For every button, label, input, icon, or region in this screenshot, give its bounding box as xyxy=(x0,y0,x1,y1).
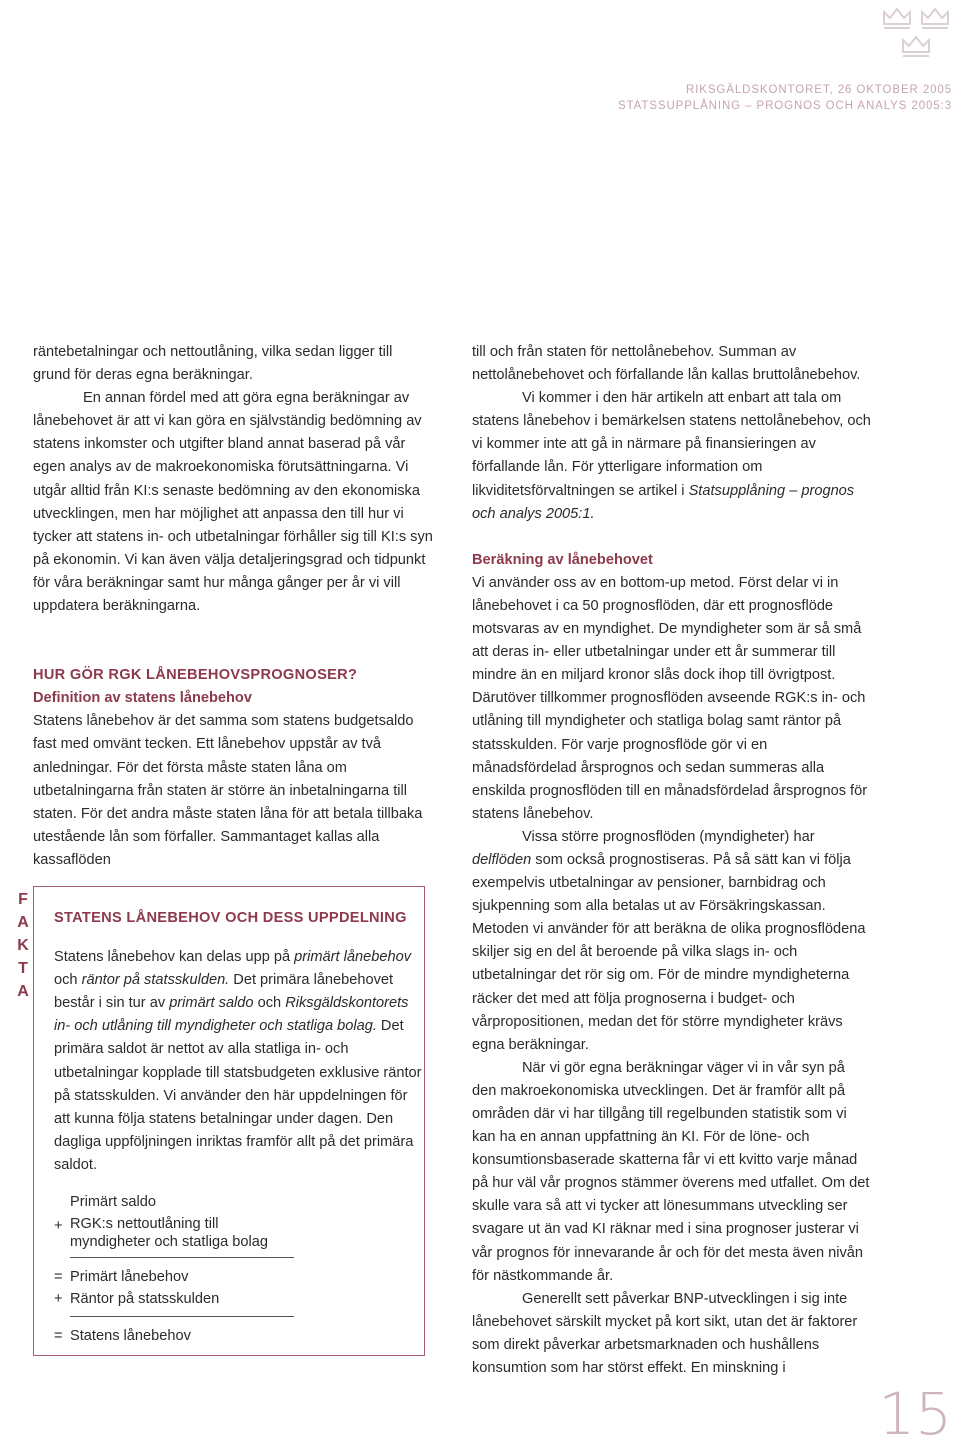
header-line-2: STATSSUPPLÅNING – PROGNOS OCH ANALYS 2005:3 xyxy=(618,100,952,112)
calc-row: + Räntor på statsskulden xyxy=(54,1291,220,1307)
fakta-letter: K xyxy=(17,937,29,954)
fakta-letter: A xyxy=(17,983,29,1000)
paragraph: Vi använder oss av en bottom-up metod. Först delar vi in lånebehovet i ca 50 prognosflöden, där ett prognosflöde motsvaras av en myndighet. De myndigheter som är så små att deras in- eller utbetalningar under ett år summerar till mindre än en miljard kronor slås dock ihop till övrigtpost. Därutöver tillkommer prognosflöden avseende RGK:s in- och utlåning till myndigheter och statliga bolag samt räntor på statsskulden. För varje prognosflöde gör vi en månadsfördelad årsprognos och sedan summeras alla enskilda prognosflöden till en månadsfördelad årsprognos för statens lånebehov. xyxy=(472,574,868,822)
fakta-letter: A xyxy=(17,914,29,931)
paragraph: En annan fördel med att göra egna beräkningar av lånebehovet är att vi kan göra en självständig bedömning av statens inkomster och utgifter bland annat baserad på vår egen analys av de makroekonomiska förutsättningarna. Vi utgår alltid från KI:s senaste bedömning av den ekonomiska utvecklingen, men har möjlighet att anpassa den till hur vi tycker att statens in- och utbetalningar förhåller sig till KI:s syn på ekonomin. Vi kan även välja detaljeringsgrad och tidpunkt för våra beräkningar samt hur många gånger per år vi vill uppdatera beräkningarna. xyxy=(33,390,433,615)
subheading: Definition av statens lånebehov xyxy=(33,690,252,707)
fakta-letter: F xyxy=(18,891,28,908)
header-line-1: RIKSGÄLDSKONTORET, 26 OKTOBER 2005 xyxy=(685,84,952,96)
left-column xyxy=(33,341,433,872)
paragraph: När vi gör egna beräkningar väger vi in vår syn på den makroekonomiska utvecklingen. Det är framför allt på områden där vi har tillgång till regelbunden statistik som vi kan ha en annan uppfattning än KI. För de löne- och konsumtionsbaserade skatterna får vi ett kvitto varje månad på hur väl vår prognos stämmer överens med utfallet. Om det skulle vara så att vi tycker att lönesummans utveckling ser svagare ut än vad KI räknar med i sina prognoser justerar vi vår prognos för innevarande år och för det mesta även nivån för nästkommande år. xyxy=(472,1059,870,1284)
fakta-text: Statens lånebehov kan delas upp på primärt lånebehov och räntor på statsskulden. Det primära lånebehovet består i sin tur av primärt saldo och Riksgäldskontorets in- och utlåning till myndigheter och statliga bolag. Det primära saldot är nettot av alla statliga in- och utbetalningar kopplade till statsbudgeten exklusive räntor på statsskulden. Vi använder den här uppdelningen för att kunna följa statens betalningar under dagen. Den dagliga uppföljningen inriktas framför allt på det primära saldot. xyxy=(54,949,422,1173)
section-heading: HUR GÖR RGK LÅNEBEHOVSPROGNOSER? xyxy=(33,667,358,684)
three-crowns-icon xyxy=(878,2,956,62)
page-header xyxy=(618,82,952,114)
fakta-letter: T xyxy=(18,960,28,977)
fakta-tag xyxy=(16,888,30,1003)
calculation xyxy=(54,1191,294,1347)
paragraph: Vi kommer i den här artikeln att enbart att tala om statens lånebehov i bemärkelsen statens nettolånebehov, och vi kommer inte att gå in närmare på finansieringen av förfallande lån. För ytterligare information om likviditetsförvaltningen se artikel i Statsupplåning – prognos och analys 2005:1. xyxy=(472,390,871,522)
calc-row: + RGK:s nettoutlåning till myndigheter och statliga bolag xyxy=(54,1216,268,1250)
paragraph: Generellt sett påverkar BNP-utvecklingen i sig inte lånebehovet särskilt mycket på kort sikt, utan det är faktorer som direkt påverkar arbetsmarknaden och hushållens konsumtion som har störst effekt. En minskning i xyxy=(472,1290,858,1377)
paragraph: Vissa större prognosflöden (myndigheter) har delflöden som också prognostiseras. På så sätt kan vi följa exempelvis utbetalningar av pensioner, barnbidrag och sjukpenning som alla betalas ut av Försäkringskassan. Metoden vi använder för att beräkna de olika prognosflödena skiljer sig en del åt beroende på vilka slags in- och utbetalningar det rör sig om. För de mindre myndigheterna räcker det med att följa prognoserna i budget- och vårpropositionen, medan det för större myndigheter krävs egna beräkningar. xyxy=(472,828,866,1053)
paragraph: Statens lånebehov är det samma som statens budgetsaldo fast med omvänt tecken. Ett lånebehov uppstår av två anledningar. För det första måste staten låna om utbetalningarna från staten är större än inbetalningarna till staten. För det andra måste staten låna för att betala tillbaka utestående lån som förfaller. Sammantaget kallas alla kassaflöden xyxy=(33,713,423,868)
page-number: 15 xyxy=(878,1380,952,1448)
calc-row: = Statens lånebehov xyxy=(54,1328,191,1344)
paragraph: till och från staten för nettolånebehov. Summan av nettolånebehovet och förfallande lån kallas bruttolånebehov. xyxy=(472,344,861,384)
right-column xyxy=(472,341,872,1380)
paragraph: räntebetalningar och nettoutlåning, vilka sedan ligger till grund för deras egna beräkningar. xyxy=(33,344,393,384)
fakta-title: STATENS LÅNEBEHOV OCH DESS UPPDELNING xyxy=(54,910,407,926)
calc-row: Primärt saldo xyxy=(70,1194,156,1210)
calc-rule xyxy=(70,1316,294,1317)
calc-rule xyxy=(70,1257,294,1258)
fakta-content xyxy=(54,907,424,1177)
subheading: Beräkning av lånebehovet xyxy=(472,551,653,568)
calc-row: = Primärt lånebehov xyxy=(54,1269,189,1285)
